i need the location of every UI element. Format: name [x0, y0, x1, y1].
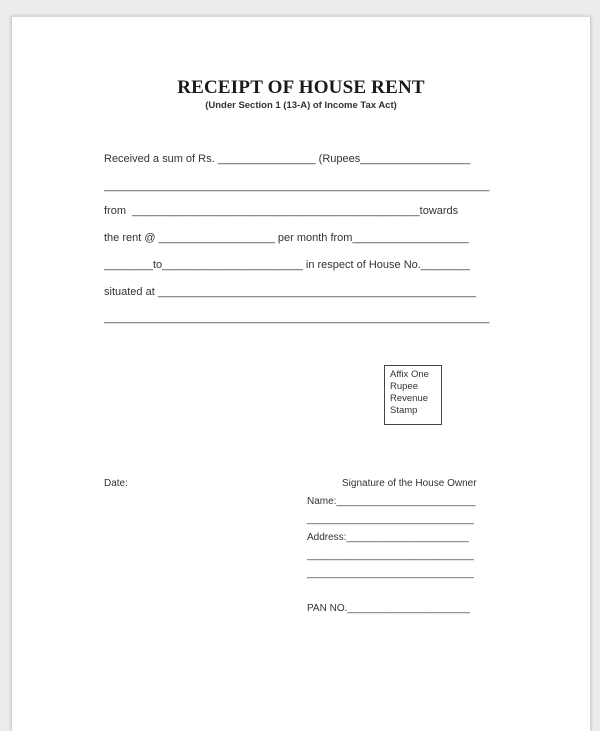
signature-heading: Signature of the House Owner	[342, 478, 477, 489]
signature-blank-line: ______________________________	[307, 550, 474, 561]
stamp-text-line: Revenue	[390, 393, 429, 404]
document-page	[11, 16, 591, 731]
signature-pan-line: PAN NO.______________________	[307, 603, 470, 614]
body-line-situated: situated at ____________________________________________________	[104, 286, 476, 298]
signature-blank-line: ______________________________	[307, 568, 474, 579]
document-subtitle: (Under Section 1 (13-A) of Income Tax Act)	[205, 100, 397, 111]
signature-address-line: Address:______________________	[307, 532, 469, 543]
document-title: RECEIPT OF HOUSE RENT	[177, 77, 425, 98]
stamp-text-line: Rupee	[390, 381, 418, 392]
stamp-text-line: Affix One	[390, 369, 429, 380]
body-line-from: from _______________________________________________towards	[104, 205, 459, 217]
stamp-text-line: Stamp	[390, 405, 418, 416]
revenue-stamp-box	[384, 365, 442, 425]
body-line-to: ________to_______________________ in respect of House No.________	[104, 259, 470, 271]
signature-blank-line: ______________________________	[307, 514, 474, 525]
body-line-rent: the rent @ ___________________ per month from___________________	[104, 232, 469, 244]
date-label: Date:	[104, 478, 128, 489]
body-line-blank-2: _______________________________________________________________	[104, 312, 490, 324]
body-line-blank-1: _______________________________________________________________	[104, 180, 490, 192]
body-line-received: Received a sum of Rs. ________________ (Rupees__________________	[104, 153, 471, 165]
signature-name-line: Name:_________________________	[307, 496, 476, 507]
